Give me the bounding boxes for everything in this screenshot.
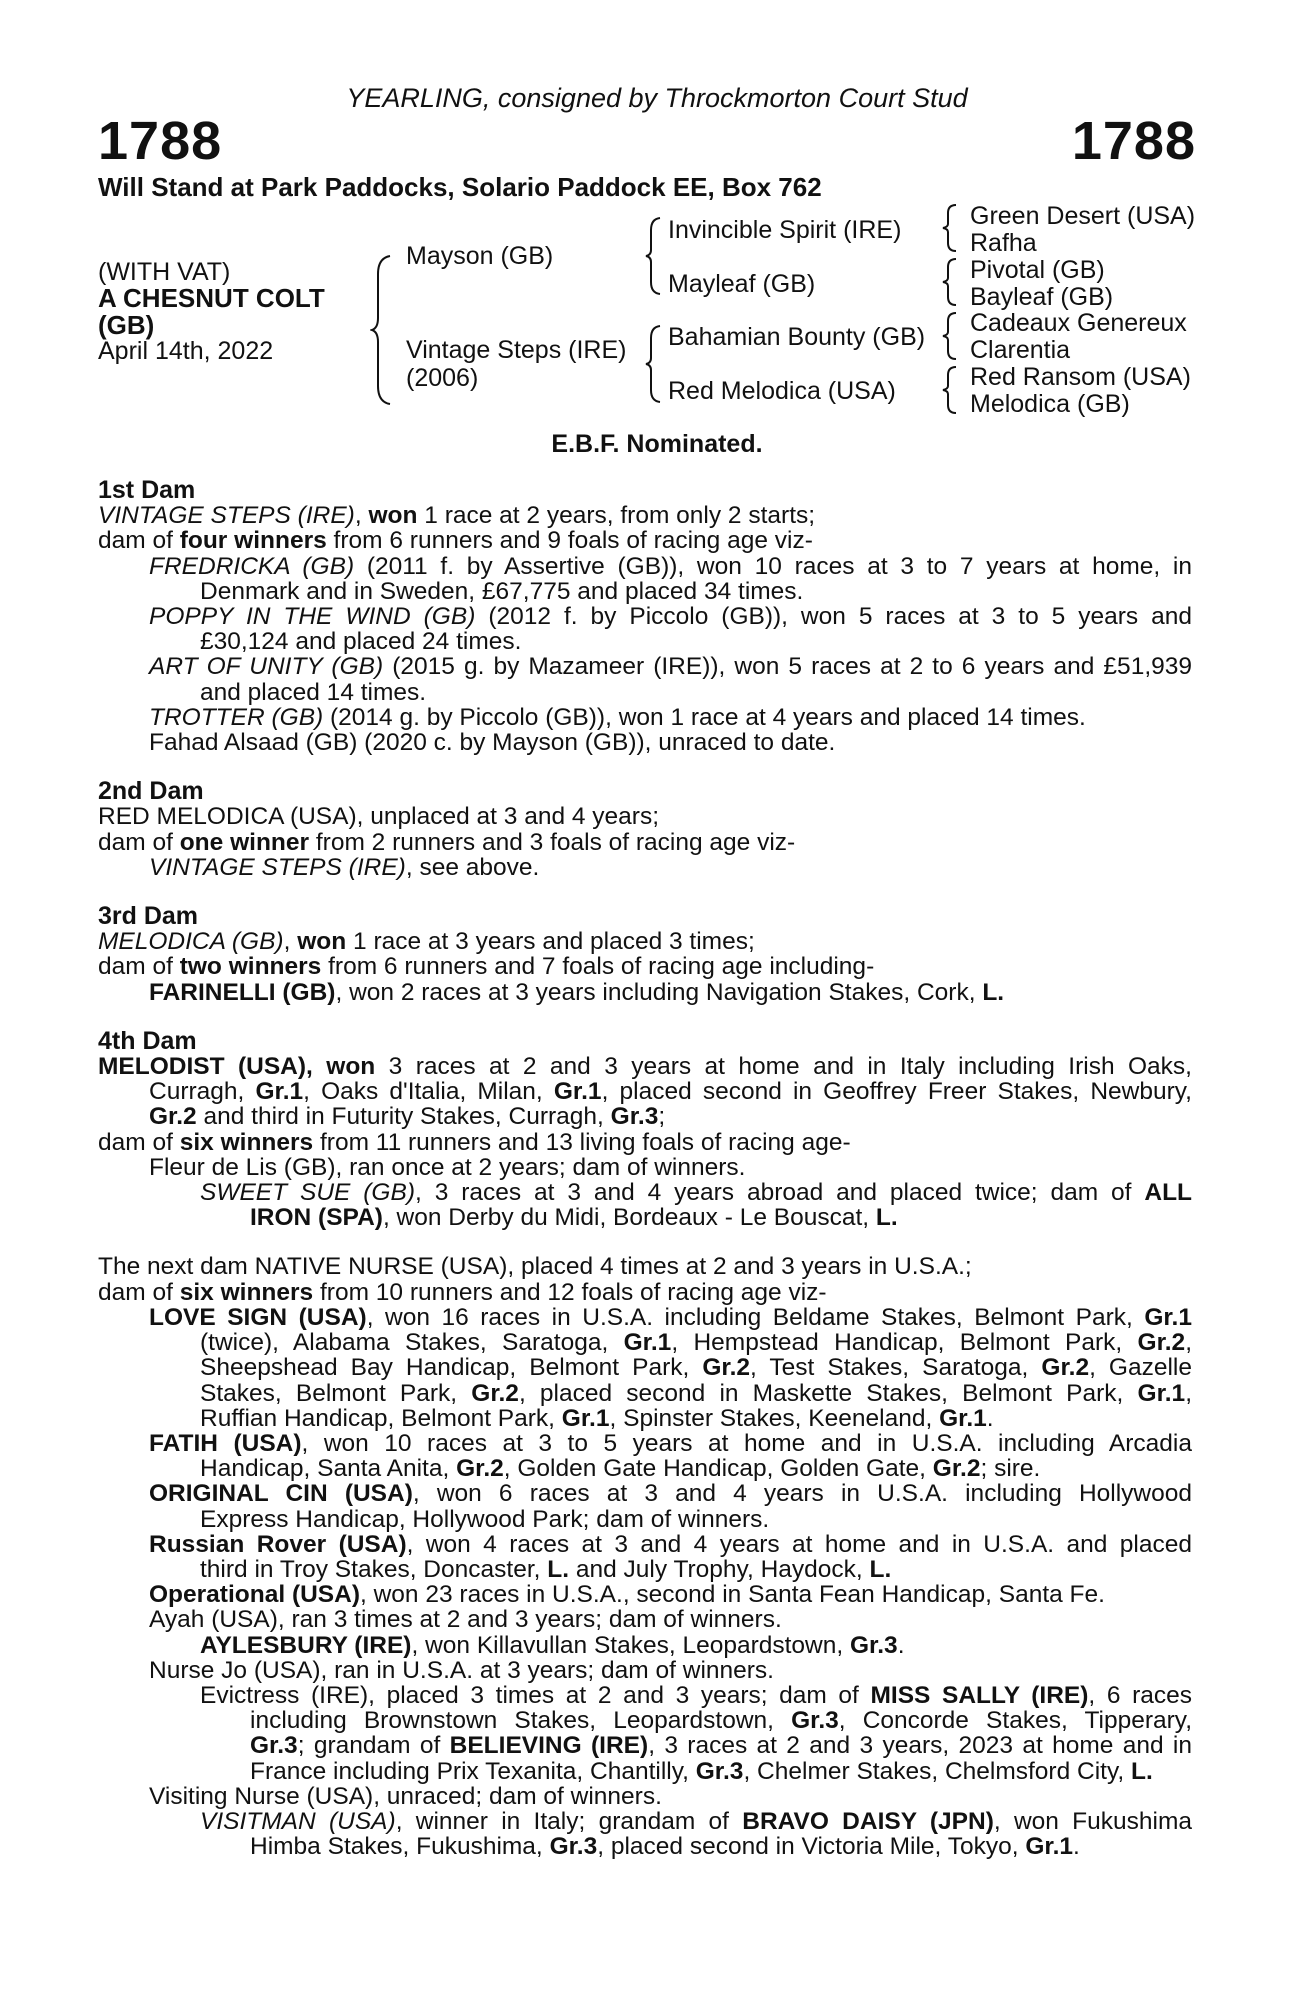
pedigree-sire-dam: Mayleaf (GB) (668, 270, 816, 298)
text-fragment: ; grandam of (297, 1732, 450, 1760)
foaling-date: April 14th, 2022 (98, 337, 274, 365)
text-fragment: , (283, 928, 298, 956)
grand-produce-continued (98, 1708, 1192, 1733)
race-grade: Gr.2 (456, 1455, 504, 1483)
text-fragment: , won 16 races in U.S.A. including Beldame Stakes, Belmont Park, (366, 1303, 1145, 1331)
text-fragment: dam of (98, 828, 180, 856)
text-fragment: Stakes, Belmont Park, (200, 1379, 472, 1407)
dam-produce-line (98, 954, 1192, 979)
dam-produce-line (98, 830, 1192, 855)
dam-summary-line (98, 929, 1192, 954)
text-fragment: , Spinster Stakes, Keeneland, (609, 1404, 940, 1432)
dam-name: VINTAGE STEPS (IRE) (98, 502, 355, 530)
produce-name: Russian Rover (USA) (149, 1530, 407, 1558)
race-grade: Gr.1 (553, 1078, 602, 1106)
pedigree-brace-sire (645, 216, 663, 296)
winners-count: six winners (179, 1128, 314, 1156)
won-label: won (368, 502, 418, 530)
produce-name: BELIEVING (IRE) (449, 1732, 649, 1760)
produce-entry-continued (98, 1406, 1192, 1431)
text-fragment: (2014 g. by Piccolo (GB)), won 1 race at 4 years and placed 14 times. (323, 703, 1086, 731)
pedigree-brace-ds (942, 311, 958, 361)
produce-entry (98, 1481, 1192, 1506)
text-fragment: dam of (98, 1128, 180, 1156)
race-grade: Gr.1 (1144, 1303, 1192, 1331)
produce-entry-continued (98, 1355, 1192, 1380)
next-dam-line: The next dam NATIVE NURSE (USA), placed 4 times at 2 and 3 years in U.S.A.; (98, 1253, 972, 1281)
horse-origin: (GB) (98, 310, 155, 340)
grand-produce-entry (98, 1683, 1192, 1708)
produce-name: ORIGINAL CIN (USA) (149, 1480, 413, 1508)
grand-produce-entry (98, 1633, 1192, 1658)
produce-entry-continued: Denmark and in Sweden, £67,775 and placed 34 times. (200, 577, 804, 605)
race-grade: Gr.1 (255, 1078, 304, 1106)
pedigree-sire: Mayson (GB) (406, 242, 554, 270)
text-fragment: , Gazelle (1089, 1354, 1192, 1382)
produce-entry-continued: £30,124 and placed 24 times. (200, 628, 522, 656)
produce-entry (98, 980, 1192, 1005)
section-heading-4th-dam: 4th Dam (98, 1026, 197, 1055)
dam-summary-line (98, 1054, 1192, 1079)
text-fragment: from 6 runners and 7 foals of racing age including- (321, 953, 875, 981)
winners-count: four winners (179, 527, 327, 555)
text-fragment: , won 6 races at 3 and 4 years in U.S.A. including Hollywood (412, 1480, 1192, 1508)
produce-name: BRAVO DAISY (JPN) (742, 1807, 994, 1835)
text-fragment: . (897, 1631, 905, 1659)
produce-entry (98, 1532, 1192, 1557)
pedigree-dd-sire: Red Ransom (USA) (970, 363, 1191, 391)
produce-entry-continued (98, 1381, 1192, 1406)
text-fragment: . (1073, 1833, 1080, 1861)
ebf-nomination: E.B.F. Nominated. (551, 430, 763, 458)
text-fragment: , won Killavullan Stakes, Leopardstown, (411, 1631, 850, 1659)
race-grade: L. (982, 978, 1005, 1006)
section-heading-1st-dam: 1st Dam (98, 476, 196, 504)
produce-name: IRON (SPA) (250, 1204, 383, 1232)
dam-summary-continued (98, 1079, 1192, 1104)
text-fragment: , Concorde Stakes, Tipperary, (838, 1707, 1192, 1735)
pedigree-dam-dam: Red Melodica (USA) (668, 377, 896, 405)
text-fragment: ; sire. (980, 1455, 1041, 1483)
produce-record (98, 478, 1192, 1859)
race-grade: Gr.1 (561, 1404, 610, 1432)
produce-entry: Visiting Nurse (USA), unraced; dam of winners. (149, 1782, 662, 1810)
produce-entry-continued (98, 1557, 1192, 1582)
race-grade: L. (869, 1555, 892, 1583)
text-fragment: (2015 g. by Mazameer (IRE)), won 5 races at 2 to 6 years and £51,939 (383, 653, 1192, 681)
text-fragment: from 11 runners and 13 living foals of racing age- (313, 1128, 851, 1156)
text-fragment: ; (658, 1103, 666, 1131)
pedigree-ss-dam: Rafha (970, 229, 1037, 257)
text-fragment: Handicap, Santa Anita, (200, 1455, 457, 1483)
dam-summary-line (98, 503, 1192, 528)
pedigree-sire-sire: Invincible Spirit (IRE) (668, 216, 902, 244)
produce-entry (98, 554, 1192, 579)
produce-entry-continued: and placed 14 times. (200, 678, 427, 706)
stand-location: Will Stand at Park Paddocks, Solario Paddock EE, Box 762 (98, 172, 822, 202)
produce-name: ART OF UNITY (GB) (149, 653, 384, 681)
race-grade: L. (547, 1555, 570, 1583)
text-fragment: dam of (98, 953, 180, 981)
text-fragment: third in Troy Stakes, Doncaster, (200, 1555, 548, 1583)
pedigree-dam: Vintage Steps (IRE) (406, 336, 627, 364)
lot-number-left: 1788 (98, 111, 223, 171)
section-heading-3rd-dam: 3rd Dam (98, 902, 199, 931)
race-grade: Gr.2 (471, 1379, 519, 1407)
pedigree-dam-sire: Bahamian Bounty (GB) (668, 323, 926, 351)
pedigree-brace-ss (942, 203, 958, 253)
race-grade: Gr.2 (149, 1103, 197, 1131)
produce-entry (98, 654, 1192, 679)
dam-summary-line: RED MELODICA (USA), unplaced at 3 and 4 years; (98, 803, 660, 831)
text-fragment: , 6 races (1088, 1681, 1192, 1709)
text-fragment: 1 race at 2 years, from only 2 starts; (417, 502, 816, 530)
text-fragment: . (986, 1404, 994, 1432)
pedigree-ds-sire: Cadeaux Genereux (970, 309, 1187, 337)
race-grade: L. (875, 1204, 898, 1232)
produce-name: LOVE SIGN (USA) (149, 1303, 367, 1331)
pedigree-dam-year: (2006) (406, 364, 479, 392)
race-grade: Gr.2 (702, 1354, 751, 1382)
race-grade: Gr.1 (1025, 1833, 1074, 1861)
text-fragment: , won 10 races at 3 to 5 years at home and in U.S.A. including Arcadia (301, 1429, 1192, 1457)
won-label: won (297, 928, 347, 956)
produce-entry: Fahad Alsaad (GB) (2020 c. by Mayson (GB)), unraced to date. (149, 729, 836, 757)
dam-summary-continued (98, 1104, 1192, 1129)
text-fragment: , won Fukushima (993, 1807, 1192, 1835)
text-fragment: (2011 f. by Assertive (GB)), won 10 races at 3 to 7 years at home, in (354, 552, 1192, 580)
dam-produce-line (98, 1280, 1192, 1305)
text-fragment: (twice), Alabama Stakes, Saratoga, (200, 1329, 624, 1357)
text-fragment: , (354, 502, 369, 530)
text-fragment: , Golden Gate Handicap, Golden Gate, (503, 1455, 933, 1483)
text-fragment: 3 races at 2 and 3 years at home and in Italy including Irish Oaks, (375, 1053, 1192, 1081)
pedigree-brace-main (370, 254, 394, 406)
produce-name: SWEET SUE (GB) (200, 1179, 415, 1207)
horse-description: A CHESNUT COLT (98, 283, 325, 313)
grand-produce-continued (98, 1205, 1192, 1230)
text-fragment: , (1185, 1329, 1193, 1357)
race-grade: Gr.3 (610, 1103, 659, 1131)
produce-name: FREDRICKA (GB) (149, 552, 355, 580)
winners-count: two winners (179, 953, 322, 981)
produce-entry (98, 604, 1192, 629)
race-grade: Gr.3 (850, 1631, 898, 1659)
pedigree-dd-dam: Melodica (GB) (970, 390, 1130, 418)
text-fragment: , Oaks d'Italia, Milan, (303, 1078, 554, 1106)
pedigree-brace-sd (942, 257, 958, 307)
produce-name: AYLESBURY (IRE) (200, 1631, 412, 1659)
text-fragment: , placed second in Geoffrey Freer Stakes, Newbury, (601, 1078, 1192, 1106)
produce-entry-continued (98, 1456, 1192, 1481)
text-fragment: , Chelmer Stakes, Chelmsford City, (743, 1757, 1132, 1785)
race-grade: Gr.3 (250, 1732, 298, 1760)
race-grade: Gr.2 (1041, 1354, 1090, 1382)
pedigree-sd-dam: Bayleaf (GB) (970, 283, 1114, 311)
produce-name: VISITMAN (USA) (200, 1807, 396, 1835)
race-grade: Gr.1 (1137, 1379, 1186, 1407)
text-fragment: from 10 runners and 12 foals of racing age viz- (313, 1278, 827, 1306)
race-grade: Gr.2 (1137, 1329, 1186, 1357)
text-fragment: , winner in Italy; grandam of (395, 1807, 743, 1835)
text-fragment: 1 race at 3 years and placed 3 times; (346, 928, 755, 956)
produce-entry (98, 1305, 1192, 1330)
grand-produce-entry (98, 1180, 1192, 1205)
produce-entry (98, 1582, 1192, 1607)
grand-produce-entry (98, 1809, 1192, 1834)
text-fragment: and third in Futurity Stakes, Curragh, (196, 1103, 611, 1131)
winners-count: six winners (179, 1278, 314, 1306)
lot-number-right: 1788 (1071, 111, 1196, 171)
text-fragment: , Test Stakes, Saratoga, (750, 1354, 1042, 1382)
produce-name: ALL (1144, 1179, 1192, 1207)
consignment-line: YEARLING, consigned by Throckmorton Court Stud (346, 83, 968, 113)
produce-name: VINTAGE STEPS (IRE) (149, 853, 406, 881)
produce-name: Operational (USA) (149, 1581, 360, 1609)
text-fragment: from 2 runners and 3 foals of racing age viz- (309, 828, 796, 856)
produce-name: TROTTER (GB) (149, 703, 324, 731)
pedigree-sd-sire: Pivotal (GB) (970, 256, 1105, 284)
text-fragment: , won Derby du Midi, Bordeaux - Le Bouscat, (382, 1204, 876, 1232)
dam-produce-line (98, 1130, 1192, 1155)
grand-produce-continued (98, 1733, 1192, 1758)
race-grade: L. (1131, 1757, 1153, 1785)
text-fragment: dam of (98, 1278, 180, 1306)
text-fragment: Curragh, (149, 1078, 256, 1106)
grand-produce-continued (98, 1834, 1192, 1859)
winners-count: one winner (179, 828, 310, 856)
race-grade: Gr.1 (939, 1404, 987, 1432)
text-fragment: , won 2 races at 3 years including Navigation Stakes, Cork, (335, 978, 983, 1006)
produce-entry-continued (98, 1330, 1192, 1355)
text-fragment: , won 23 races in U.S.A., second in Santa Fean Handicap, Santa Fe. (360, 1581, 1105, 1609)
produce-entry (98, 855, 1192, 880)
text-fragment: including Brownstown Stakes, Leopardstown, (250, 1707, 792, 1735)
text-fragment: , placed second in Maskette Stakes, Belmont Park, (518, 1379, 1138, 1407)
produce-name: FARINELLI (GB) (149, 978, 336, 1006)
won-label: won (326, 1053, 376, 1081)
text-fragment: , won 4 races at 3 and 4 years at home and in U.S.A. and placed (406, 1530, 1192, 1558)
text-fragment: , (306, 1053, 327, 1081)
text-fragment: and July Trophy, Haydock, (569, 1555, 870, 1583)
text-fragment: , 3 races at 3 and 4 years abroad and placed twice; dam of (415, 1179, 1145, 1207)
text-fragment: , 3 races at 2 and 3 years, 2023 at home and in (648, 1732, 1192, 1760)
produce-name: FATIH (USA) (149, 1429, 302, 1457)
grand-produce-continued (98, 1759, 1192, 1784)
text-fragment: , (1185, 1379, 1193, 1407)
race-grade: Gr.3 (695, 1757, 744, 1785)
text-fragment: dam of (98, 527, 180, 555)
text-fragment: Evictress (IRE), placed 3 times at 2 and 3 years; dam of (200, 1681, 871, 1709)
text-fragment: (2012 f. by Piccolo (GB)), won 5 races at 3 to 5 years and (475, 603, 1192, 631)
race-grade: Gr.1 (623, 1329, 672, 1357)
text-fragment: Himba Stakes, Fukushima, (250, 1833, 550, 1861)
vat-note: (WITH VAT) (98, 258, 231, 286)
produce-name: POPPY IN THE WIND (GB) (149, 603, 476, 631)
produce-entry: Nurse Jo (USA), ran in U.S.A. at 3 years; dam of winners. (149, 1656, 774, 1684)
text-fragment: , see above. (405, 853, 540, 881)
pedigree-brace-dd (942, 365, 958, 415)
race-grade: Gr.3 (549, 1833, 598, 1861)
produce-entry (98, 1431, 1192, 1456)
text-fragment: from 6 runners and 9 foals of racing age viz- (326, 527, 813, 555)
produce-name: MISS SALLY (IRE) (870, 1681, 1089, 1709)
text-fragment: , placed second in Victoria Mile, Tokyo, (597, 1833, 1026, 1861)
dam-name: MELODICA (GB) (98, 928, 284, 956)
produce-entry-continued: Express Handicap, Hollywood Park; dam of winners. (200, 1505, 770, 1533)
race-grade: Gr.2 (932, 1455, 981, 1483)
produce-entry (98, 705, 1192, 730)
text-fragment: Sheepshead Bay Handicap, Belmont Park, (200, 1354, 703, 1382)
dam-produce-line (98, 528, 1192, 553)
text-fragment: , Hempstead Handicap, Belmont Park, (671, 1329, 1138, 1357)
text-fragment: Ruffian Handicap, Belmont Park, (200, 1404, 562, 1432)
pedigree-ss-sire: Green Desert (USA) (970, 202, 1196, 230)
dam-name: MELODIST (USA) (98, 1053, 307, 1081)
section-heading-2nd-dam: 2nd Dam (98, 777, 204, 806)
race-grade: Gr.3 (791, 1707, 839, 1735)
produce-entry: Ayah (USA), ran 3 times at 2 and 3 years; dam of winners. (149, 1606, 782, 1634)
text-fragment: France including Prix Texanita, Chantilly, (250, 1757, 696, 1785)
produce-entry: Fleur de Lis (GB), ran once at 2 years; dam of winners. (149, 1153, 746, 1181)
pedigree-ds-dam: Clarentia (970, 336, 1071, 364)
pedigree-brace-dam (645, 324, 663, 404)
